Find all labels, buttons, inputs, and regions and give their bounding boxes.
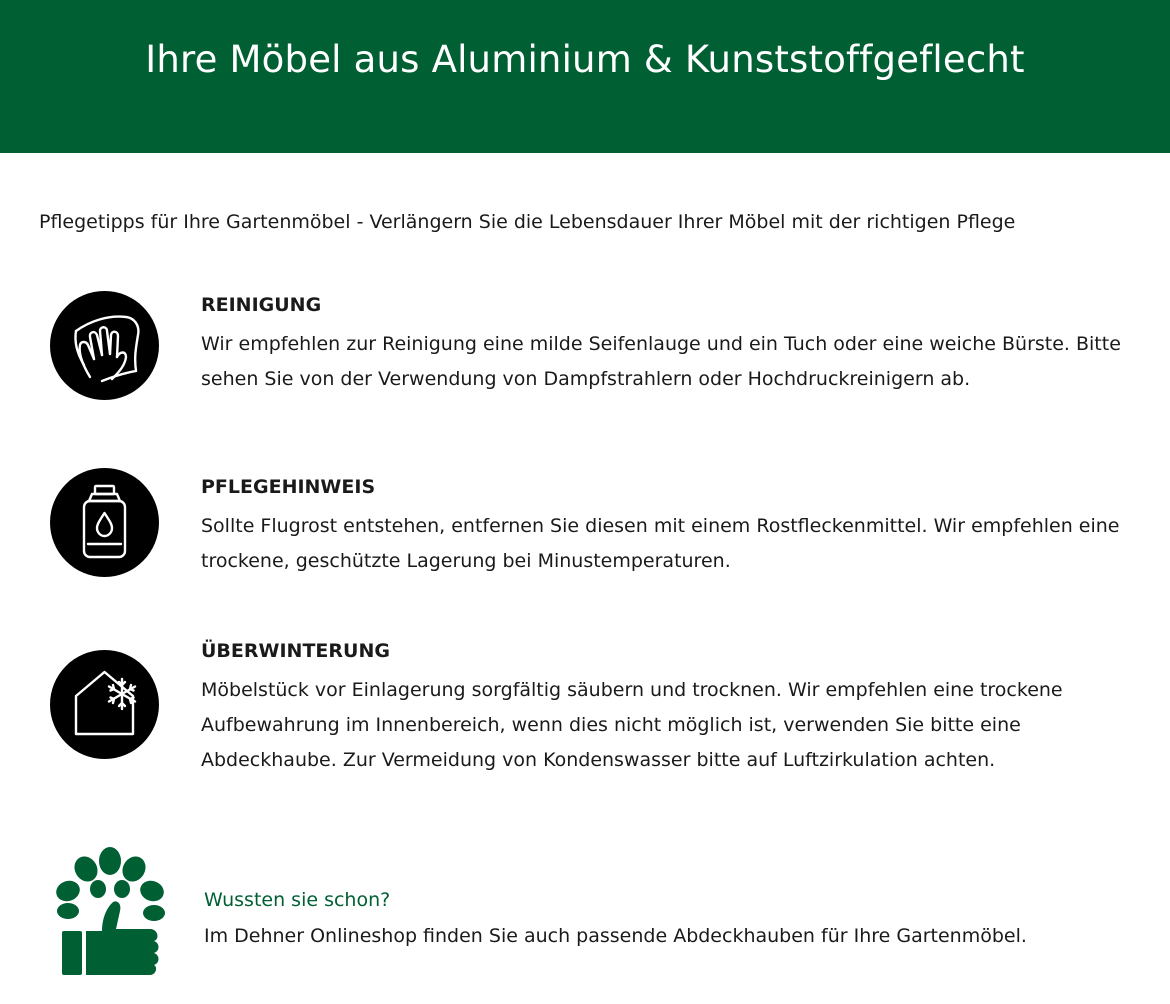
section-heading: PFLEGEHINWEIS [201, 476, 376, 498]
section-body: Wir empfehlen zur Reinigung eine milde Seifenlauge und ein Tuch oder eine weiche Bürste. Bitte sehen Sie von der Verwendung von Dampfstrahlern oder Hochdruckreinigern ab. [201, 333, 1121, 390]
care-bottle-icon [50, 468, 159, 577]
section-body: Sollte Flugrost entstehen, entfernen Sie diesen mit einem Rostfleckenmittel. Wir empfehlen eine trockene, geschützte Lagerung bei Minustemperaturen. [201, 515, 1120, 572]
intro-text: Pflegetipps für Ihre Gartenmöbel - Verlängern Sie die Lebensdauer Ihrer Möbel mit der richtigen Pflege [39, 211, 1016, 233]
thumbs-up-tree-icon [50, 845, 170, 980]
section-heading: ÜBERWINTERUNG [201, 640, 390, 662]
hand-wiping-cloth-icon [50, 291, 159, 400]
page-title: Ihre Möbel aus Aluminium & Kunststoffgeflecht [145, 38, 1025, 81]
section-ueberwinterung [50, 640, 1140, 780]
house-snowflake-icon [50, 650, 159, 759]
header-banner [0, 0, 1170, 153]
hint-body: Im Dehner Onlineshop finden Sie auch passende Abdeckhauben für Ihre Gartenmöbel. [204, 925, 1027, 947]
hint-box [50, 845, 1140, 985]
hint-title: Wussten sie schon? [204, 889, 391, 911]
section-pflegehinweis [50, 468, 1140, 598]
section-heading: REINIGUNG [201, 294, 322, 316]
section-body: Möbelstück vor Einlagerung sorgfältig säubern und trocknen. Wir empfehlen eine trockene Aufbewahrung im Innenbereich, wenn dies nicht möglich ist, verwenden Sie bitte eine Abdeckhaube. Zur Vermeidung von Kondenswasser bitte auf Luftzirkulation achten. [201, 679, 1063, 771]
section-reinigung [50, 291, 1140, 421]
